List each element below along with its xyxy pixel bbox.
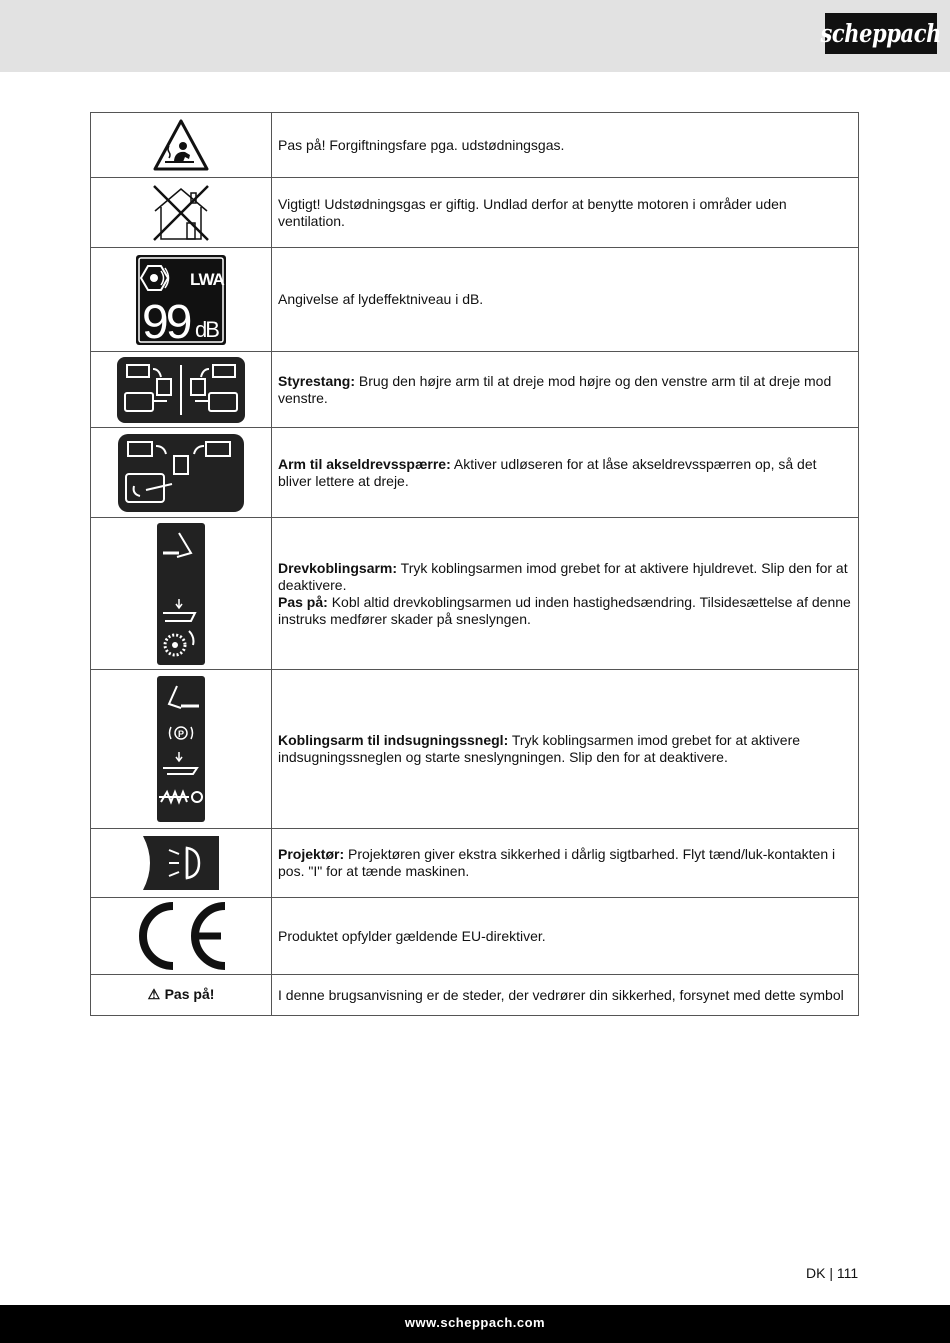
p-label: P [178, 729, 185, 739]
steering-handle-icon [117, 357, 245, 423]
icon-cell [91, 248, 272, 352]
row-warning-label: Pas på: [278, 593, 328, 610]
warning-exhaust-gas-icon [152, 118, 210, 172]
row-text: Aktiver udløseren for at låse akseldrevsspærren op, så det bliver lettere at dreje. [278, 455, 817, 489]
row-text: Pas på! Forgiftningsfare pga. udstødningsgas. [278, 136, 565, 153]
row-label: Arm til akseldrevsspærre: [278, 455, 451, 472]
text-cell [272, 428, 859, 518]
warning-label: Pas på! [164, 986, 215, 1002]
symbols-table [90, 112, 859, 1016]
drive-clutch-lever-icon [157, 523, 205, 665]
row-text: Angivelse af lydeffektniveau i dB. [278, 291, 484, 307]
table-row [91, 975, 859, 1016]
text-cell [272, 352, 859, 428]
icon-cell [91, 352, 272, 428]
icon-cell [91, 518, 272, 670]
table-row [91, 428, 859, 518]
table-row [91, 178, 859, 248]
row-label: Styrestang: [278, 372, 356, 389]
footer-url: www.scheppach.com [404, 1315, 546, 1330]
page-number: DK | 111 [806, 1265, 859, 1281]
table-row [91, 113, 859, 178]
text-cell [272, 829, 859, 898]
row-text: Projektøren giver ekstra sikkerhed i dårlig sigtbarhed. Flyt tænd/luk-kontakten i pos. "I" for at tænde maskinen. [278, 846, 836, 879]
row-label: Projektør: [278, 846, 345, 862]
icon-cell [91, 670, 272, 829]
text-cell [272, 898, 859, 975]
text-cell [272, 670, 859, 829]
db-value: 99 [142, 295, 190, 346]
icon-cell [91, 428, 272, 518]
db-unit: dB [195, 316, 218, 342]
scheppach-logo [820, 13, 942, 54]
lwa-label: LWA [190, 269, 224, 289]
text-cell [272, 178, 859, 248]
no-indoor-use-house-icon [151, 183, 211, 243]
page-footer [0, 1305, 950, 1343]
row-warning-text: Kobl altid drevkoblingsarmen ud inden hastighedsændring. Tilsidesættelse af denne instruks medfører skader på sneslyngen. [278, 593, 851, 627]
icon-cell [91, 113, 272, 178]
table-row [91, 248, 859, 352]
row-text: Produktet opfylder gældende EU-direktiver. [278, 927, 546, 944]
table-row [91, 898, 859, 975]
sound-power-level-icon [135, 254, 227, 346]
row-label: Drevkoblingsarm: [278, 559, 398, 576]
row-text: Brug den højre arm til at dreje mod højre og den venstre arm til at dreje mod venstre. [278, 372, 832, 406]
page-header [0, 0, 950, 72]
row-text: Vigtigt! Udstødningsgas er giftig. Undlad derfor at benytte motoren i områder uden ventilation. [278, 195, 787, 229]
icon-cell [91, 829, 272, 898]
row-text: I denne brugsanvisning er de steder, der vedrører din sikkerhed, forsynet med dette symbol [278, 986, 844, 1003]
text-cell [272, 518, 859, 670]
row-text: Tryk koblingsarmen imod grebet for at aktivere indsugningssneglen og starte sneslyngningen. Slip den for at deaktivere. [278, 732, 801, 765]
icon-cell [91, 178, 272, 248]
icon-cell [91, 898, 272, 975]
text-cell [272, 113, 859, 178]
text-cell [272, 975, 859, 1016]
table-row [91, 829, 859, 898]
text-cell [272, 248, 859, 352]
table-row [91, 352, 859, 428]
headlight-icon [141, 834, 221, 892]
auger-clutch-lever-icon [157, 676, 205, 822]
table-row [91, 518, 859, 670]
axle-lock-lever-icon [118, 434, 244, 512]
ce-mark-icon [133, 902, 229, 970]
logo-text: scheppach [820, 19, 942, 48]
warning-triangle-icon: ⚠ [147, 986, 161, 1002]
table-row [91, 670, 859, 829]
row-text: Tryk koblingsarmen imod grebet for at aktivere hjuldrevet. Slip den for at deaktivere. [278, 559, 848, 593]
row-label: Koblingsarm til indsugningssnegl: [278, 732, 509, 748]
icon-cell [91, 975, 272, 1016]
